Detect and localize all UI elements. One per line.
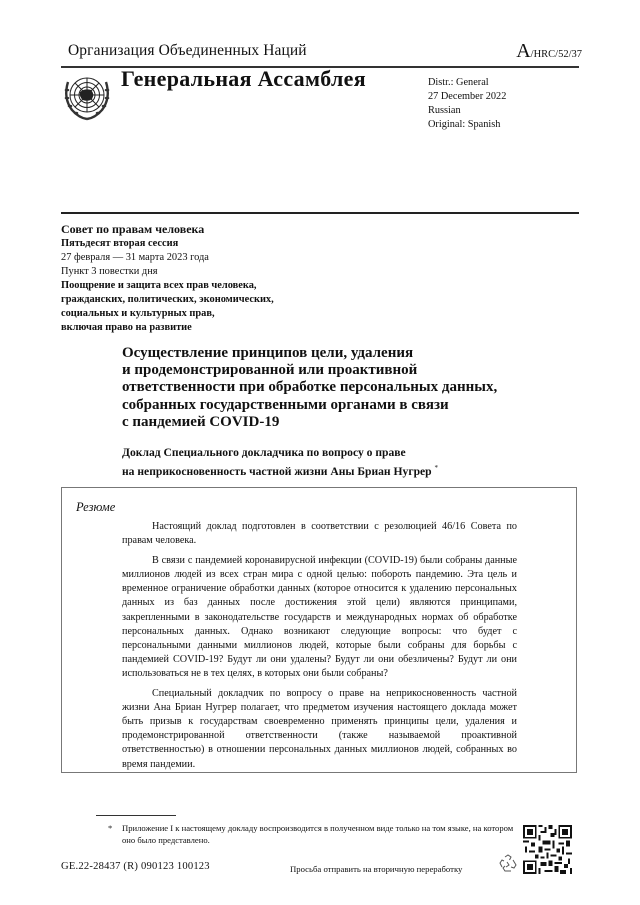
agenda-title-line: гражданских, политических, экономических, xyxy=(61,294,274,305)
summary-body xyxy=(122,520,517,778)
report-subtitle xyxy=(122,445,438,479)
title-line: и продемонстрированной или проактивной xyxy=(122,362,418,379)
footnote-marker: * xyxy=(108,823,113,833)
footnote xyxy=(108,822,518,846)
title-line: собранных государственными органами в связи xyxy=(122,396,449,413)
title-line: ответственности при обработке персональных данных, xyxy=(122,379,498,396)
council-name: Совет по правам человека xyxy=(61,222,205,236)
distribution-original: Original: Spanish xyxy=(428,119,501,130)
distribution-language: Russian xyxy=(428,105,461,116)
subtitle-line: на неприкосновенность частной жизни Аны Бриан Нугрер xyxy=(122,464,432,478)
agenda-title-line: Поощрение и защита всех прав человека, xyxy=(61,280,257,291)
agenda-title-line: социальных и культурных прав, xyxy=(61,308,215,319)
footnote-marker-link[interactable]: * xyxy=(434,463,439,472)
title-line: Осуществление принципов цели, удаления xyxy=(122,345,414,361)
title-line: с пандемией COVID-19 xyxy=(122,413,280,430)
qr-code-icon xyxy=(523,825,572,874)
session-dates: 27 февраля — 31 марта 2023 года xyxy=(61,252,209,263)
agenda-title-line: включая право на развитие xyxy=(61,322,192,333)
footnote-rule xyxy=(96,815,176,816)
summary-paragraph: Настоящий доклад подготовлен в соответствии с резолюцией 46/16 Совета по правам человека. xyxy=(122,521,517,547)
symbol-rest: /HRC/52/37 xyxy=(530,49,582,60)
distribution-block xyxy=(428,76,506,132)
subtitle-line: Доклад Специального докладчика по вопросу о праве xyxy=(122,446,406,459)
summary-label: Резюме xyxy=(76,500,116,514)
symbol-prefix: A xyxy=(516,40,531,62)
body-name: Генеральная Ассамблея xyxy=(121,66,366,91)
summary-paragraph: Специальный докладчик по вопросу о праве на неприкосновенность частной жизни Ана Бриан Нугрер полагает, что предметом изучения настоящего доклада может быть призыв к государствам своевременно применять принципы цели, удаления и продемонстрированной ответственности (также называемой проактивной ответственностью) в отношении персональных данных миллионов людей, собранных во время пандемии. xyxy=(122,688,517,770)
recycle-text: Просьба отправить на вторичную переработку xyxy=(290,864,463,874)
recycle-icon xyxy=(497,853,519,875)
council-block xyxy=(61,221,274,335)
footnote-text: Приложение I к настоящему докладу воспроизводится в полученном виде только на том языке, на котором оно было представлено. xyxy=(122,823,514,845)
summary-paragraph: В связи с пандемией коронавирусной инфекции (COVID-19) были собраны данные миллионов людей из всех стран мира с одной целью: побороть пандемию. Эта цель и временное ограничение обработки данных (которое относится к удалению персональных данных из баз данных после достижения этой цели) являются принципами, закрепленными в законодательстве государств и международных нормах об обработке персональных данных. Однако возникают следующие вопросы: что будет с персональными данными миллионов людей, которые были собраны для борьбы с пандемией COVID-19? Будут ли они удалены? Будут ли они обезличены? Будут ли они использоваться не в тех целях, в которых они были собраны? xyxy=(122,555,517,679)
distribution-status: Distr.: General xyxy=(428,77,489,88)
distribution-date: 27 December 2022 xyxy=(428,91,507,102)
document-symbol xyxy=(516,40,582,63)
un-emblem-icon xyxy=(60,70,114,124)
report-title xyxy=(122,345,497,431)
organization-name: Организация Объединенных Наций xyxy=(68,42,307,59)
session: Пятьдесят вторая сессия xyxy=(61,238,179,249)
section-rule xyxy=(61,212,579,214)
agenda-item: Пункт 3 повестки дня xyxy=(61,266,158,277)
document-code: GE.22-28437 (R) 090123 100123 xyxy=(61,861,210,872)
